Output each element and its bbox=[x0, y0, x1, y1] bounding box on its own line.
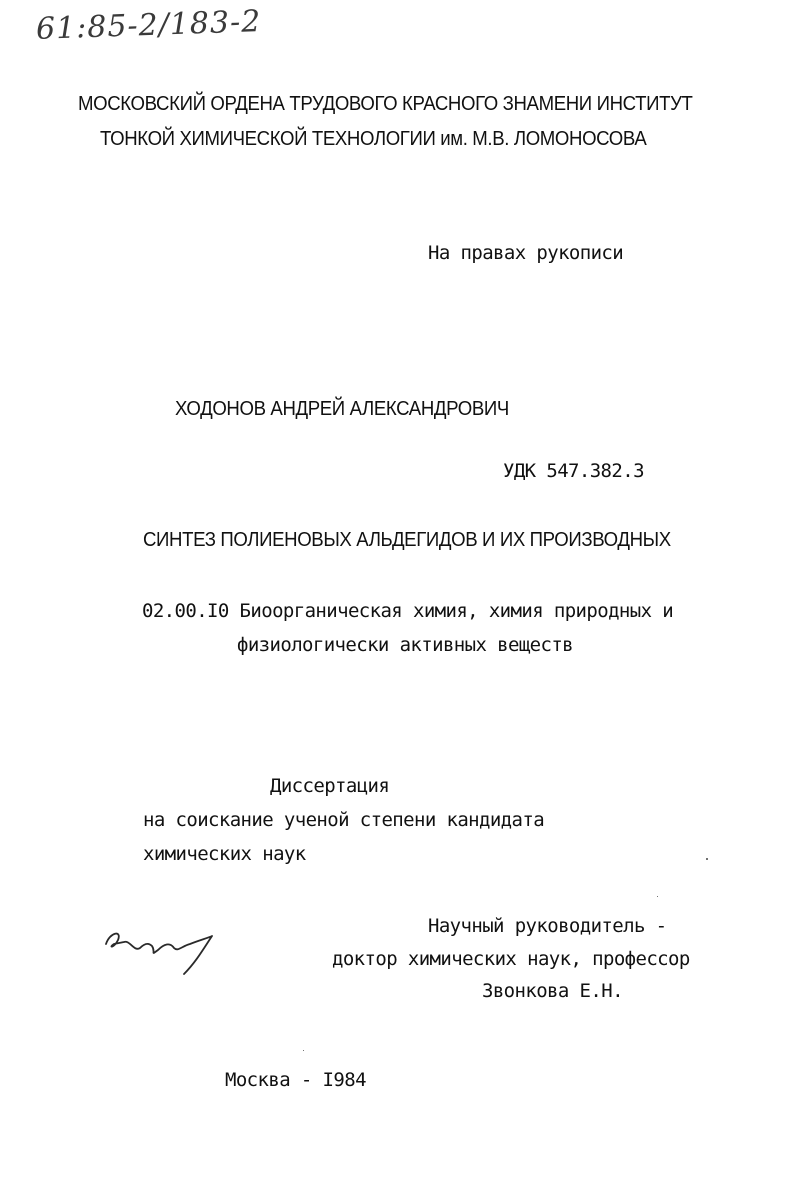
archive-handwritten-mark: 61:85-2/183-2 bbox=[35, 4, 262, 47]
science-field: химических наук bbox=[143, 843, 306, 865]
paper-speck bbox=[303, 1050, 304, 1051]
specialty-line-2: физиологически активных веществ bbox=[237, 634, 574, 656]
dissertation-label: Диссертация bbox=[270, 775, 390, 797]
degree-line: на соискание ученой степени кандидата bbox=[143, 809, 545, 831]
signature-scribble bbox=[100, 922, 220, 982]
institution-line-1: МОСКОВСКИЙ ОРДЕНА ТРУДОВОГО КРАСНОГО ЗНАМЕНИ ИНСТИТУТ bbox=[78, 93, 693, 115]
paper-speck bbox=[706, 858, 708, 860]
place-and-year: Москва - I984 bbox=[225, 1069, 366, 1091]
author-name: ХОДОНОВ АНДРЕЙ АЛЕКСАНДРОВИЧ bbox=[175, 398, 509, 420]
paper-speck bbox=[657, 896, 658, 897]
udc-code: УДК 547.382.3 bbox=[503, 460, 644, 482]
manuscript-rights: На правах рукописи bbox=[428, 242, 624, 264]
supervisor-label: Научный руководитель - bbox=[428, 915, 667, 937]
supervisor-title: доктор химических наук, профессор bbox=[332, 948, 690, 970]
supervisor-name: Звонкова Е.Н. bbox=[482, 980, 623, 1002]
institution-line-2: ТОНКОЙ ХИМИЧЕСКОЙ ТЕХНОЛОГИИ им. М.В. ЛОМОНОСОВА bbox=[100, 128, 647, 150]
dissertation-title: СИНТЕЗ ПОЛИЕНОВЫХ АЛЬДЕГИДОВ И ИХ ПРОИЗВОДНЫХ bbox=[143, 529, 671, 551]
specialty-line-1: 02.00.I0 Биоорганическая химия, химия природных и bbox=[142, 600, 674, 622]
